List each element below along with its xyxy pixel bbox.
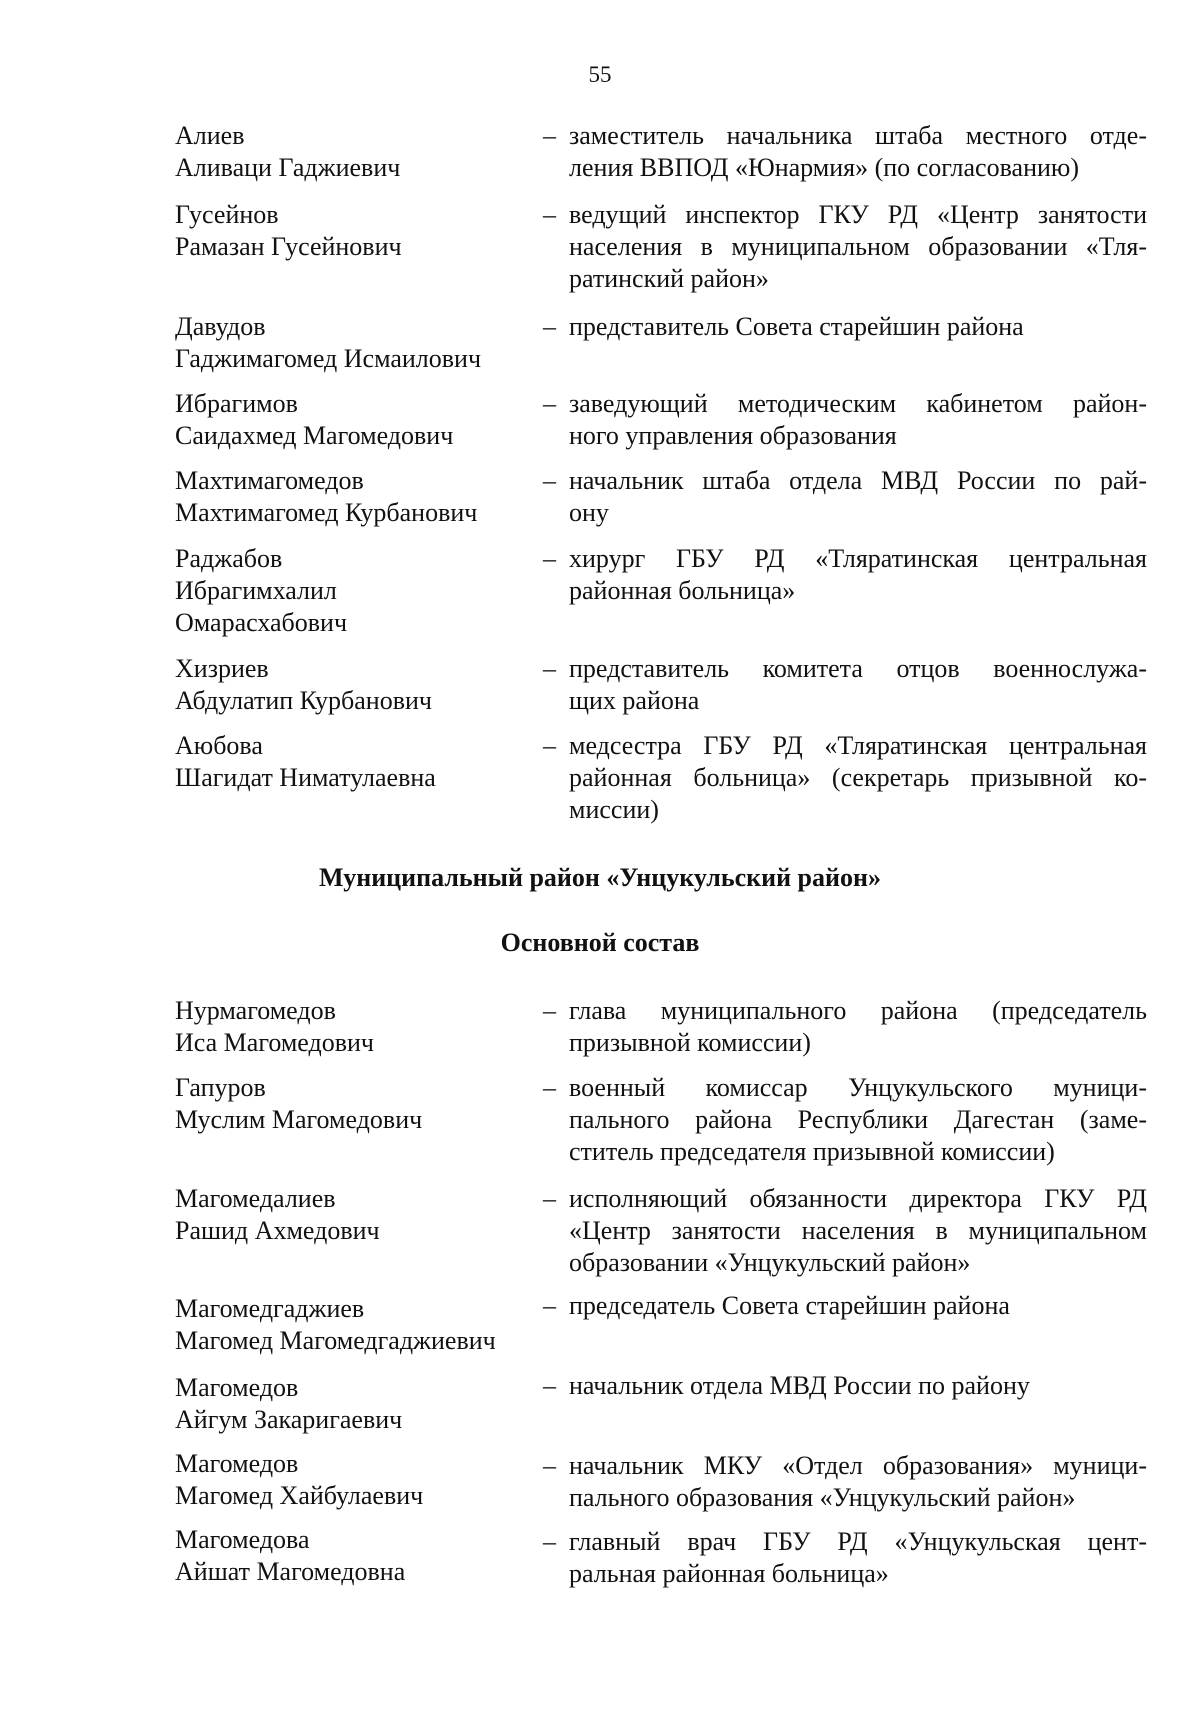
member-name-line: Саидахмед Магомедович bbox=[175, 421, 454, 450]
role-line: начальник МКУ «Отдел образования» муници- bbox=[569, 1451, 1147, 1480]
role-dash: – bbox=[543, 1451, 556, 1480]
member-name bbox=[175, 1448, 545, 1512]
role-line: заведующий методическим кабинетом район- bbox=[569, 389, 1147, 418]
role-dash: – bbox=[543, 1291, 556, 1320]
member-name-line: Гапуров bbox=[175, 1073, 266, 1102]
role-line: ного управления образования bbox=[569, 421, 897, 450]
member-name-line: Магомед Хайбулаевич bbox=[175, 1481, 424, 1510]
member-name-line: Айшат Магомедовна bbox=[175, 1557, 406, 1586]
role-line: глава муниципального района (председатель bbox=[569, 996, 1147, 1025]
member-role-text bbox=[569, 120, 1147, 184]
member-role-text bbox=[569, 465, 1147, 529]
member-name-line: Гаджимагомед Исмаилович bbox=[175, 344, 482, 373]
role-line: исполняющий обязанности директора ГКУ РД bbox=[569, 1184, 1147, 1213]
member-role-text bbox=[569, 311, 1147, 343]
role-dash: – bbox=[543, 312, 556, 341]
member-name-line: Омарасхабович bbox=[175, 608, 348, 637]
role-line: призывной комиссии) bbox=[569, 1028, 811, 1057]
role-dash: – bbox=[543, 466, 556, 495]
role-line: образовании «Унцукульский район» bbox=[569, 1248, 971, 1277]
role-dash: – bbox=[543, 1184, 556, 1213]
member-role-text bbox=[569, 1526, 1147, 1590]
role-line: начальник отдела МВД России по району bbox=[569, 1371, 1030, 1400]
role-line: ону bbox=[569, 498, 609, 527]
member-role-text bbox=[569, 199, 1147, 295]
member-role-text bbox=[569, 388, 1147, 452]
member-role-text bbox=[569, 730, 1147, 826]
member-name bbox=[175, 730, 545, 794]
role-dash: – bbox=[543, 996, 556, 1025]
member-name-line: Магомедов bbox=[175, 1449, 299, 1478]
member-name-line: Иса Магомедович bbox=[175, 1028, 374, 1057]
role-line: районная больница» bbox=[569, 576, 796, 605]
member-name-line: Шагидат Ниматулаевна bbox=[175, 763, 436, 792]
role-line: районная больница» (секретарь призывной ко- bbox=[569, 763, 1147, 792]
member-name-line: Ибрагимов bbox=[175, 389, 298, 418]
member-name bbox=[175, 311, 545, 375]
member-name-line: Махтимагомедов bbox=[175, 466, 364, 495]
member-name bbox=[175, 1183, 545, 1247]
role-line: ления ВВПОД «Юнармия» (по согласованию) bbox=[569, 153, 1079, 182]
member-role-text bbox=[569, 1183, 1147, 1279]
role-dash: – bbox=[543, 654, 556, 683]
member-name-line: Магомедова bbox=[175, 1525, 310, 1554]
member-name-line: Магомедгаджиев bbox=[175, 1294, 365, 1323]
member-role-text bbox=[569, 1370, 1147, 1402]
member-role-text bbox=[569, 1072, 1147, 1168]
member-name bbox=[175, 995, 545, 1059]
role-dash: – bbox=[543, 200, 556, 229]
member-name-line: Хизриев bbox=[175, 654, 269, 683]
role-line: миссии) bbox=[569, 795, 659, 824]
member-name bbox=[175, 543, 545, 639]
role-line: заместитель начальника штаба местного отде- bbox=[569, 121, 1147, 150]
role-line: ведущий инспектор ГКУ РД «Центр занятости bbox=[569, 200, 1147, 229]
role-dash: – bbox=[543, 1527, 556, 1556]
member-name bbox=[175, 388, 545, 452]
role-dash: – bbox=[543, 389, 556, 418]
member-name-line: Аюбова bbox=[175, 731, 263, 760]
role-dash: – bbox=[543, 1371, 556, 1400]
member-role-text bbox=[569, 1290, 1147, 1322]
role-dash: – bbox=[543, 731, 556, 760]
member-name bbox=[175, 465, 545, 529]
member-name bbox=[175, 199, 545, 263]
role-line: представитель Совета старейшин района bbox=[569, 312, 1024, 341]
member-name bbox=[175, 653, 545, 717]
role-line: ститель председателя призывной комиссии) bbox=[569, 1137, 1055, 1166]
member-name-line: Магомедалиев bbox=[175, 1184, 336, 1213]
role-line: военный комиссар Унцукульского муници- bbox=[569, 1073, 1147, 1102]
role-line: «Центр занятости населения в муниципальном bbox=[569, 1216, 1147, 1245]
member-name-line: Раджабов bbox=[175, 544, 283, 573]
role-line: щих района bbox=[569, 686, 700, 715]
member-name-line: Рамазан Гусейнович bbox=[175, 232, 402, 261]
role-line: пального района Республики Дагестан (заме- bbox=[569, 1105, 1147, 1134]
member-name-line: Айгум Закаригаевич bbox=[175, 1405, 403, 1434]
member-name bbox=[175, 1293, 545, 1357]
member-name bbox=[175, 1372, 545, 1436]
member-role-text bbox=[569, 1450, 1147, 1514]
composition-heading: Основной состав bbox=[500, 928, 700, 957]
role-dash: – bbox=[543, 544, 556, 573]
member-role-text bbox=[569, 543, 1147, 607]
role-dash: – bbox=[543, 1073, 556, 1102]
role-line: представитель комитета отцов военнослужа- bbox=[569, 654, 1147, 683]
member-name-line: Нурмагомедов bbox=[175, 996, 336, 1025]
member-name-line: Абдулатип Курбанович bbox=[175, 686, 432, 715]
member-name-line: Махтимагомед Курбанович bbox=[175, 498, 478, 527]
member-name-line: Давудов bbox=[175, 312, 266, 341]
member-name-line: Магомедов bbox=[175, 1373, 299, 1402]
district-heading: Муниципальный район «Унцукульский район» bbox=[319, 863, 881, 892]
role-dash: – bbox=[543, 121, 556, 150]
role-line: председатель Совета старейшин района bbox=[569, 1291, 1010, 1320]
role-line: ральная районная больница» bbox=[569, 1559, 889, 1588]
member-name-line: Ибрагимхалил bbox=[175, 576, 337, 605]
role-line: медсестра ГБУ РД «Тляратинская центральная bbox=[569, 731, 1147, 760]
role-line: населения в муниципальном образовании «Тля- bbox=[569, 232, 1147, 261]
member-role-text bbox=[569, 995, 1147, 1059]
member-name-line: Рашид Ахмедович bbox=[175, 1216, 380, 1245]
role-line: начальник штаба отдела МВД России по рай- bbox=[569, 466, 1147, 495]
role-line: хирург ГБУ РД «Тляратинская центральная bbox=[569, 544, 1147, 573]
member-name bbox=[175, 120, 545, 184]
page-number: 55 bbox=[588, 62, 612, 87]
member-name bbox=[175, 1524, 545, 1588]
role-line: ратинский район» bbox=[569, 264, 769, 293]
member-name-line: Аливаци Гаджиевич bbox=[175, 153, 401, 182]
member-name-line: Алиев bbox=[175, 121, 245, 150]
role-line: пального образования «Унцукульский район» bbox=[569, 1483, 1076, 1512]
member-name-line: Гусейнов bbox=[175, 200, 279, 229]
member-role-text bbox=[569, 653, 1147, 717]
member-name-line: Муслим Магомедович bbox=[175, 1105, 423, 1134]
member-name bbox=[175, 1072, 545, 1136]
role-line: главный врач ГБУ РД «Унцукульская цент- bbox=[569, 1527, 1147, 1556]
member-name-line: Магомед Магомедгаджиевич bbox=[175, 1326, 496, 1355]
